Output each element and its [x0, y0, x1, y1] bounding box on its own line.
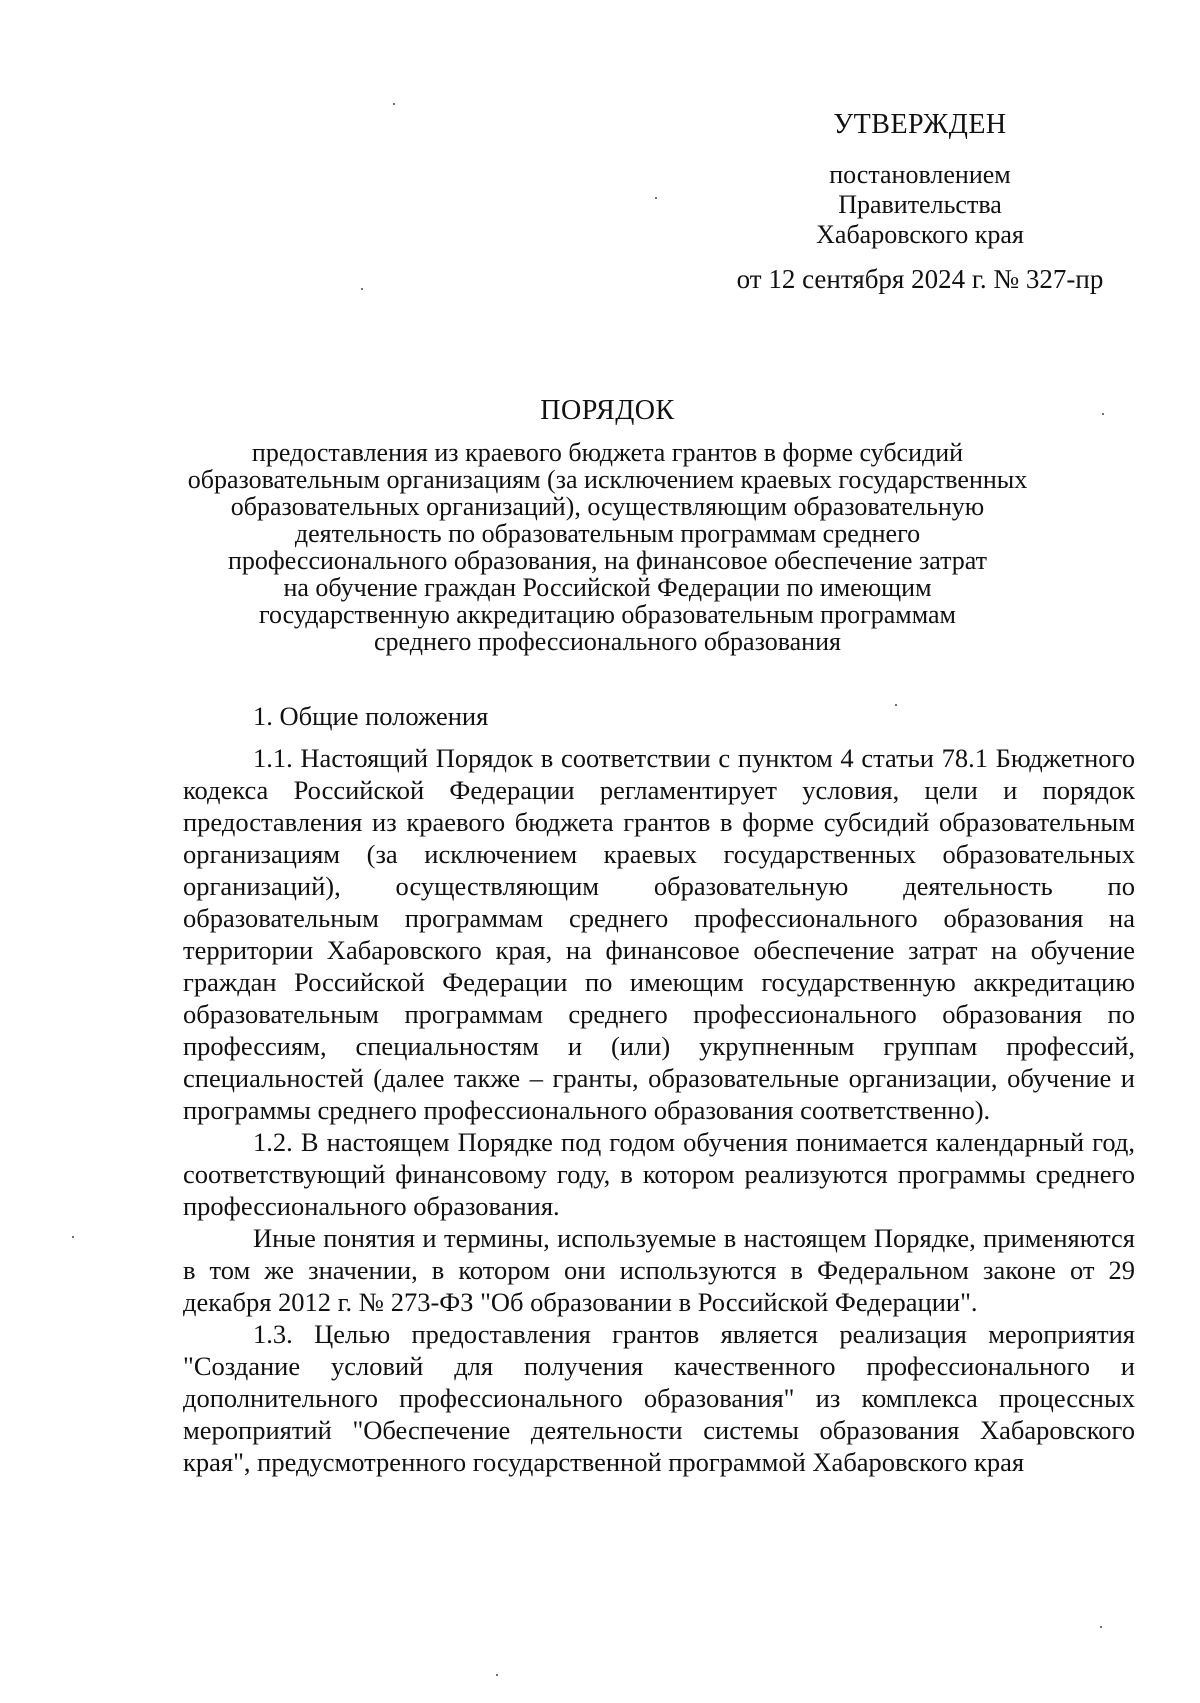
scan-speck [496, 1674, 498, 1676]
scan-speck [895, 704, 897, 706]
approval-line: Хабаровского края [816, 220, 1024, 249]
section-heading: 1. Общие положения [253, 701, 489, 731]
scan-speck [1102, 413, 1104, 415]
approved-label: УТВЕРЖДЕН [833, 109, 1007, 140]
document-subtitle-line: среднего профессионального образования [374, 627, 841, 656]
document-subtitle-line: предоставления из краевого бюджета грантов в форме субсидий [251, 438, 964, 467]
approval-line: Правительства [838, 190, 1002, 219]
document-subtitle-line: на обучение граждан Российской Федерации по имеющим [283, 573, 932, 602]
scan-speck [393, 103, 395, 105]
paragraph-1-3: 1.3. Целью предоставления грантов является реализация мероприятия "Создание условий для получения качественного профессионального и дополнительного профессионального образования" из комплекса процессных мероприятий "Обеспечение деятельности системы образования Хабаровского края", предусмотренного государственной программой Хабаровского края [183, 1319, 1135, 1477]
scan-speck [361, 288, 363, 290]
document-body [183, 700, 1135, 1478]
paragraph-1-1: 1.1. Настоящий Порядок в соответствии с пунктом 4 статьи 78.1 Бюджетного кодекса Российской Федерации регламентирует условия, цели и порядок предоставления из краевого бюджета грантов в форме субсидий образовательным организациям (за исключением краевых государственных образовательных организаций), осуществляющим образовательную деятельность по образовательным программам среднего профессионального образования на территории Хабаровского края, на финансовое обеспечение затрат на обучение граждан Российской Федерации по имеющим государственную аккредитацию образовательным программам среднего профессионального образования по профессиям, специальностям и (или) укрупненным группам профессий, специальностей (далее также – гранты, образовательные организации, обучение и программы среднего профессионального образования соответственно). [183, 743, 1135, 1125]
document-subtitle-line: деятельность по образовательным программам среднего [294, 519, 921, 548]
document-subtitle-line: государственную аккредитацию образовательным программам [258, 600, 957, 629]
paragraph-terms: Иные понятия и термины, используемые в настоящем Порядке, применяются в том же значении, в котором они используются в Федеральном законе от 29 декабря 2012 г. № 273-ФЗ "Об образовании в Российской Федерации". [183, 1223, 1135, 1317]
scan-speck [72, 1236, 74, 1238]
approval-line: постановлением [829, 160, 1011, 189]
document-title: ПОРЯДОК [540, 395, 675, 426]
approval-date: от 12 сентября 2024 г. № 327-пр [736, 264, 1104, 294]
scan-speck [655, 197, 657, 199]
document-title-block [180, 395, 1035, 655]
approval-stamp-block [700, 110, 1140, 294]
scan-speck [1100, 1626, 1102, 1628]
document-subtitle-line: образовательных организаций), осуществляющим образовательную [230, 492, 985, 521]
document-subtitle-line: образовательным организациям (за исключением краевых государственных [187, 465, 1028, 494]
paragraph-1-2: 1.2. В настоящем Порядке под годом обучения понимается календарный год, соответствующий финансовому году, в котором реализуются программы среднего профессионального образования. [183, 1127, 1135, 1221]
document-subtitle-line: профессионального образования, на финансовое обеспечение затрат [227, 546, 988, 575]
